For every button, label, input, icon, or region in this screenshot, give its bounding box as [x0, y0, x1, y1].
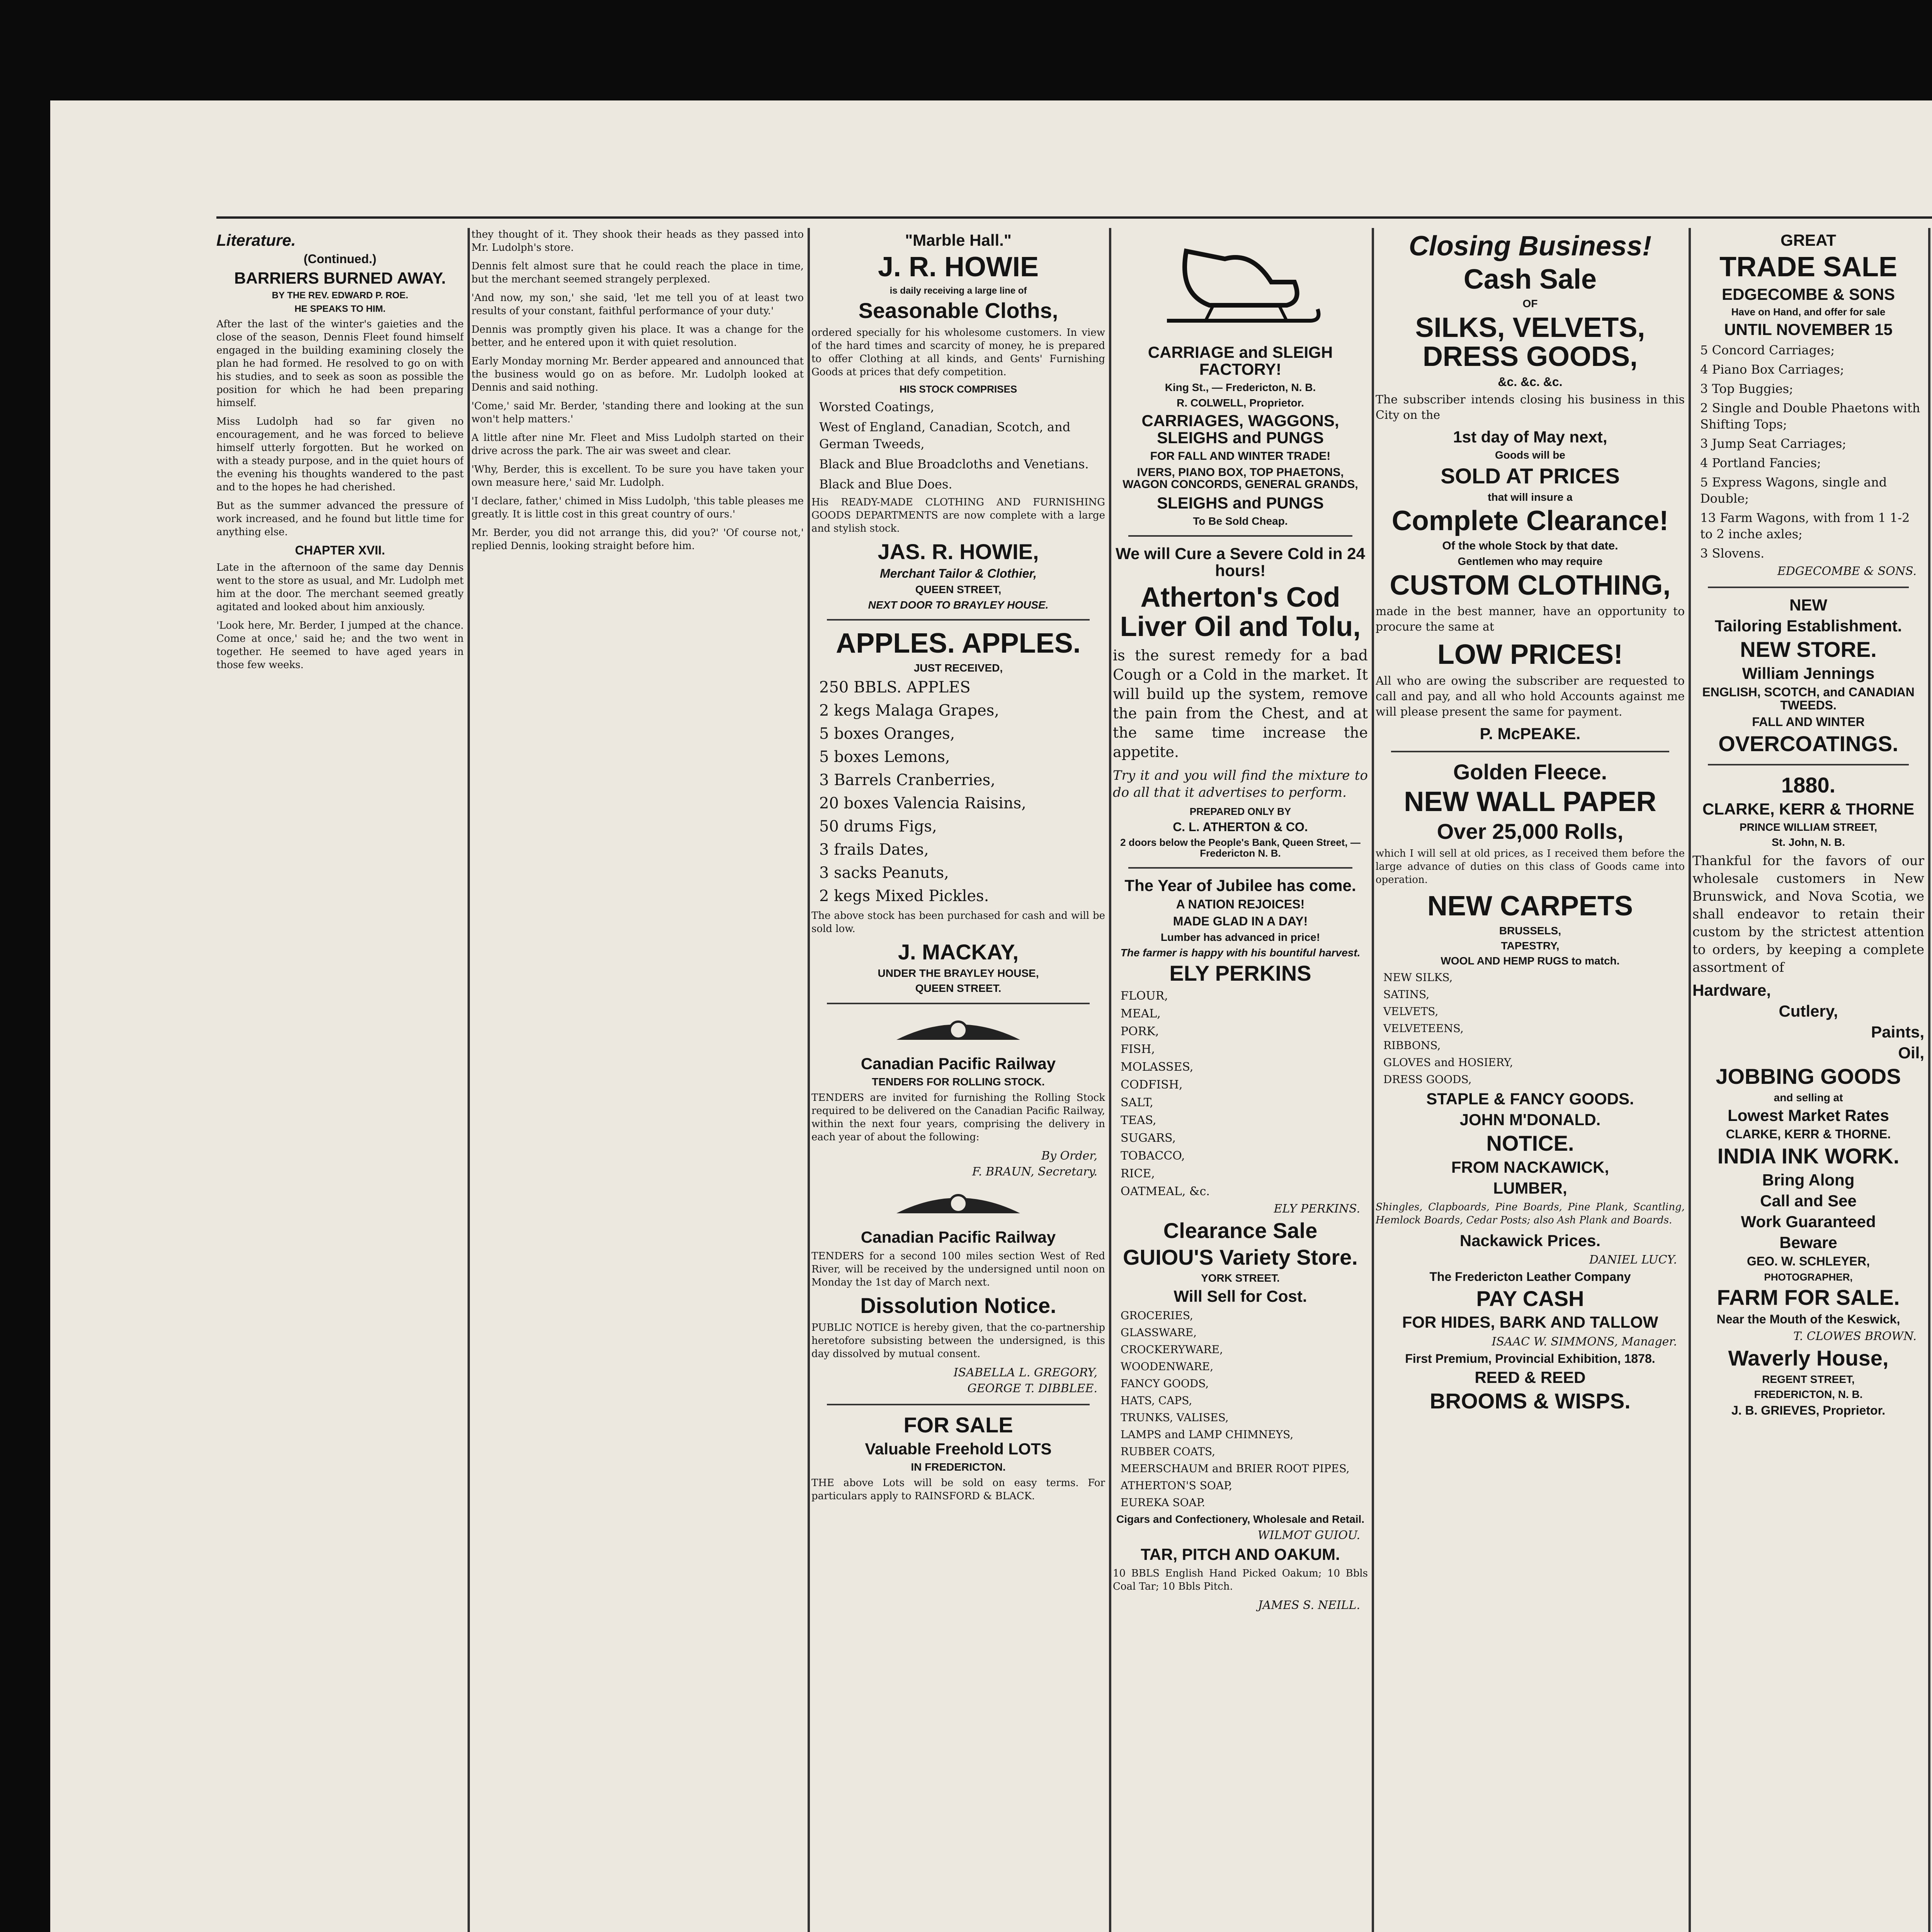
ad-waverly-city: FREDERICTON, N. B. [1754, 1388, 1863, 1401]
ad-guiou-street: YORK STREET. [1201, 1272, 1280, 1284]
ad-ely-item: RICE, [1121, 1167, 1155, 1180]
ad-apples-item: 3 frails Dates, [819, 841, 929, 859]
column-rule [808, 228, 810, 1932]
ad-silks-item: VELVETEENS, [1383, 1022, 1464, 1035]
ad-golden-head: Golden Fleece. [1453, 759, 1607, 784]
ad-silks-item: GLOVES and HOSIERY, [1383, 1056, 1513, 1069]
ad-sold-head: SOLD AT PRICES [1440, 463, 1620, 488]
ad-guiou-item: MEERSCHAUM and BRIER ROOT PIPES, [1121, 1462, 1350, 1475]
story-paragraph: Dennis was promptly given his place. It was a change for the better, and he entered upon it with quiet resolution. [471, 324, 804, 349]
ad-bring-head: Bring Along [1762, 1170, 1855, 1189]
ad-hardware-item: Hardware, [1692, 981, 1771, 999]
ad-clarke-city: St. John, N. B. [1772, 836, 1845, 849]
ad-clarke-head: CLARKE, KERR & THORNE [1702, 799, 1915, 818]
ad-hardware-item: Paints, [1871, 1022, 1924, 1041]
ad-year-head: 1880. [1781, 772, 1836, 797]
sleigh-icon [1155, 236, 1325, 336]
ad-waverly-street: REGENT STREET, [1762, 1373, 1855, 1385]
ad-trade-item: 3 Jump Seat Carriages; [1700, 436, 1847, 451]
ad-new-head: NEW [1789, 596, 1827, 614]
ad-mcpeake: P. McPEAKE. [1480, 724, 1581, 743]
ad-dissolution-body: PUBLIC NOTICE is hereby given, that the co-partnership heretofore subsisting between the undersigned, is this day dissolved by mutual consent. [811, 1322, 1105, 1360]
ad-rolls-head: Over 25,000 Rolls, [1437, 819, 1624, 844]
ad-apples-item: 3 Barrels Cranberries, [819, 771, 995, 789]
ad-cpr-body: TENDERS are invited for furnishing the Rolling Stock required to be delivered on the Canadian Pacific Railway, within the next four years, comprising the delivery in each year of about the following: [811, 1092, 1105, 1143]
ad-sleigh-loc: King St., — Fredericton, N. B. [1165, 381, 1316, 394]
ad-ely-item: TEAS, [1121, 1113, 1156, 1127]
ad-howie-sign: JAS. R. HOWIE, [878, 539, 1039, 564]
ad-carpets-item: TAPESTRY, [1501, 939, 1560, 952]
column-ads-howie [811, 228, 1105, 1508]
ad-carriages-sleighs: SLEIGHS and PUNGS [1157, 493, 1324, 512]
ad-custom-head: CUSTOM CLOTHING, [1389, 570, 1671, 601]
ad-guiou-item: CROCKERYWARE, [1121, 1343, 1223, 1356]
ad-trade-item: 13 Farm Wagons, with from 1 1-2 to 2 inche axles; [1700, 510, 1910, 542]
ad-nackawick-head: FROM NACKAWICK, [1451, 1158, 1609, 1176]
ad-brown-sig: T. CLOWES BROWN. [1793, 1330, 1917, 1344]
ad-guiou-head: GUIOU'S Variety Store. [1123, 1245, 1358, 1269]
ad-silks-etc: &c. &c. &c. [1498, 374, 1563, 389]
ad-jubilee-farmer: The farmer is happy with his bountiful harvest. [1120, 946, 1361, 959]
ad-until-head: UNTIL NOVEMBER 15 [1724, 320, 1893, 339]
ad-farm-head: FARM FOR SALE. [1717, 1285, 1900, 1310]
ad-apples-item: 2 kegs Malaga Grapes, [819, 702, 999, 720]
ad-carriages-head: CARRIAGES, WAGGONS, SLEIGHS and PUNGS [1141, 411, 1339, 447]
ad-atherton-try: Try it and you will find the mixture to do all that it advertises to perform. [1113, 767, 1368, 800]
ad-divider [1128, 867, 1352, 869]
ad-apples-item: 5 boxes Oranges, [819, 725, 955, 743]
ad-divider [1708, 587, 1909, 588]
story-paragraph: Mr. Berder, you did not arrange this, did you?' 'Of course not,' replied Dennis, looking straight before him. [471, 527, 804, 552]
ad-lumber-head: LUMBER, [1493, 1179, 1567, 1197]
ad-dissolution-sig: GEORGE T. DIBBLEE. [967, 1382, 1097, 1396]
ad-ely-item: FLOUR, [1121, 989, 1168, 1003]
masthead-rule [216, 216, 1932, 219]
ad-guiou-item: LAMPS and LAMP CHIMNEYS, [1121, 1428, 1294, 1441]
ad-silks-item: RIBBONS, [1383, 1039, 1441, 1052]
ad-tar-body: 10 BBLS English Hand Picked Oakum; 10 Bbls Coal Tar; 10 Bbls Pitch. [1113, 1568, 1368, 1593]
ad-goods-will: Goods will be [1495, 449, 1565, 461]
ad-forsale-place: IN FREDERICTON. [911, 1461, 1006, 1473]
ad-guiou-sig: WILMOT GUIOU. [1257, 1529, 1360, 1543]
ad-cpr-order: By Order, [1041, 1149, 1097, 1163]
column-ads-closing [1376, 228, 1685, 1417]
ad-atherton-head: Atherton's Cod Liver Oil and Tolu, [1120, 582, 1361, 642]
ad-guiou-item: WOODENWARE, [1121, 1360, 1214, 1373]
ad-ely-item: FISH, [1121, 1042, 1155, 1056]
column-rule [1372, 228, 1374, 1932]
ad-trade-item: 4 Portland Fancies; [1700, 456, 1821, 471]
ad-mackay-loc: UNDER THE BRAYLEY HOUSE, [878, 967, 1039, 979]
ad-keswick-head: Near the Mouth of the Keswick, [1716, 1312, 1900, 1326]
ad-pay-head: PAY CASH [1476, 1286, 1584, 1311]
ad-jubilee-sub: A NATION REJOICES! [1176, 897, 1305, 912]
ad-sleigh-prop: R. COLWELL, Proprietor. [1177, 396, 1304, 409]
ad-cpr2-body: TENDERS for a second 100 miles section West of Red River, will be received by the undersigned until noon on Monday the 1st day of March next. [811, 1250, 1105, 1289]
ad-divider [1391, 751, 1669, 752]
ad-jubilee-made: MADE GLAD IN A DAY! [1173, 914, 1308, 928]
ad-clearance-body: Of the whole Stock by that date. [1442, 539, 1618, 552]
column-literature [216, 228, 464, 677]
ad-divider [827, 1404, 1090, 1405]
ad-cure-head: We will Cure a Severe Cold in 24 hours! [1116, 544, 1365, 580]
ad-clearance-head: Clearance Sale [1163, 1218, 1318, 1243]
ad-edgecombe-head: EDGECOMBE & SONS [1721, 285, 1895, 303]
ad-howie-body: ordered specially for his wholesome customers. In view of the hard times and scarcity of money, he is prepared to offer Clothing at all kinds, and Gents' Furnishing Goods at prices that defy competition. [811, 327, 1105, 378]
ad-prices-head: Nackawick Prices. [1459, 1231, 1601, 1250]
ad-guiou-item: EUREKA SOAP. [1121, 1496, 1205, 1509]
ad-mackay-name: J. MACKAY, [898, 940, 1019, 964]
ad-ely-head: ELY PERKINS [1169, 961, 1311, 986]
story-paragraph: A little after nine Mr. Fleet and Miss Ludolph started on their drive across the park. The air was sweet and clear. [471, 432, 804, 457]
ad-ely-item: OATMEAL, &c. [1121, 1184, 1210, 1198]
ad-divider [827, 1003, 1090, 1004]
story-paragraph: 'Come,' said Mr. Berder, 'standing there and looking at the sun won't help matters.' [471, 400, 804, 425]
ad-apples-item: 20 boxes Valencia Raisins, [819, 794, 1026, 813]
column-rule [1689, 228, 1691, 1932]
ad-clarke-sig: CLARKE, KERR & THORNE. [1726, 1127, 1891, 1141]
ad-gentlemen: Gentlemen who may require [1458, 555, 1603, 568]
ad-trade-head: TRADE SALE [1719, 252, 1898, 283]
ad-simmons-sig: ISAAC W. SIMMONS, Manager. [1492, 1335, 1677, 1349]
ad-apples-head: APPLES. APPLES. [836, 628, 1081, 659]
ad-howie-item: Black and Blue Does. [819, 476, 952, 492]
ad-silks-item: VELVETS, [1383, 1005, 1439, 1018]
ad-staple-head: STAPLE & FANCY GOODS. [1426, 1089, 1634, 1108]
ad-jobbing-head: JOBBING GOODS [1716, 1064, 1901, 1088]
ad-atherton-body: is the surest remedy for a bad Cough or a Cold in the market. It will build up the system, remove the pain from the Chest, and at the same time increase the appetite. [1113, 646, 1368, 760]
ad-great-head: GREAT [1781, 231, 1836, 249]
ad-trade-item: 2 Single and Double Phaetons with Shifting Tops; [1700, 401, 1920, 432]
ad-howie-ready: His READY-MADE CLOTHING AND FURNISHING GOODS DEPARTMENTS are now complete with a large and stylish stock. [811, 496, 1105, 534]
ad-clearance-head: Complete Clearance! [1391, 505, 1669, 537]
story-paragraph: Late in the afternoon of the same day Dennis went to the store as usual, and Mr. Ludolph met him at the door. The merchant seemed greatly agitated and looked about him anxiously. [216, 561, 464, 613]
ad-forsale-head: FOR SALE [903, 1413, 1013, 1437]
ad-cash-head: Cash Sale [1463, 264, 1597, 295]
ad-silks-head: SILKS, VELVETS, DRESS GOODS, [1415, 312, 1645, 372]
ad-carriages-sold: To Be Sold Cheap. [1193, 515, 1288, 527]
ad-tailoring-head: Tailoring Establishment. [1714, 617, 1902, 635]
story-paragraph: they thought of it. They shook their heads as they passed into Mr. Ludolph's store. [471, 229, 804, 253]
ad-carriages-items: IVERS, PIANO BOX, TOP PHAETONS, WAGON CONCORDS, GENERAL GRANDS, [1122, 466, 1358, 491]
ad-may-head: 1st day of May next, [1453, 428, 1607, 446]
ad-guiou-item: ATHERTON'S SOAP, [1121, 1479, 1233, 1492]
ad-carriages-note: FOR FALL AND WINTER TRADE! [1150, 450, 1331, 463]
ad-rolls-body: which I will sell at old prices, as I received them before the large advance of duties on this class of Goods came into operation. [1376, 847, 1685, 886]
ad-dissolution-head: Dissolution Notice. [860, 1293, 1056, 1318]
ad-trade-sig: EDGECOMBE & SONS. [1777, 565, 1917, 578]
ad-apples-item: 5 boxes Lemons, [819, 748, 950, 766]
ad-apples-note: The above stock has been purchased for cash and will be sold low. [811, 910, 1105, 935]
newspaper-page [50, 100, 1932, 1932]
ad-howie-title: J. R. HOWIE [878, 252, 1039, 283]
ad-trade-item: 4 Piano Box Carriages; [1700, 362, 1844, 377]
ad-hardware-item: Cutlery, [1779, 1002, 1838, 1020]
ad-exhibition-head: First Premium, Provincial Exhibition, 1878. [1405, 1351, 1655, 1366]
ad-guiou-item: FANCY GOODS, [1121, 1377, 1209, 1390]
ad-ely-item: SALT, [1121, 1095, 1153, 1109]
ad-cpr2-head: Canadian Pacific Railway [861, 1228, 1056, 1247]
ad-owing: All who are owing the subscriber are requested to call and pay, and all who hold Accounts against me will please present the same for payment. [1376, 674, 1685, 719]
story-title: BARRIERS BURNED AWAY. [234, 269, 446, 287]
ad-brooms-head: BROOMS & WISPS. [1430, 1389, 1631, 1413]
ad-apples-item: 3 sacks Peanuts, [819, 864, 949, 882]
ad-cpr-sig: F. BRAUN, Secretary. [972, 1165, 1097, 1179]
column-rule [468, 228, 470, 1932]
ad-lowest-head: Lowest Market Rates [1728, 1106, 1889, 1125]
column-rule [1109, 228, 1111, 1932]
ad-cpr-sub: TENDERS FOR ROLLING STOCK. [872, 1075, 1045, 1088]
story-paragraph: After the last of the winter's gaieties and the close of the season, Dennis Fleet found himself engaged in the building examining closely the plan he had formed. He resolved to go on with his studies, and to seek as soon as possible the position for which he had been preparing himself. [216, 318, 464, 409]
ad-howie-item: Worsted Coatings, [819, 399, 934, 414]
ad-mcdonald: JOHN M'DONALD. [1459, 1110, 1601, 1129]
crest-icon [881, 1186, 1036, 1221]
ad-guaranteed-head: Work Guaranteed [1741, 1212, 1876, 1231]
ad-ely-item: SUGARS, [1121, 1131, 1176, 1145]
story-paragraph: But as the summer advanced the pressure of work increased, and he found but little time for anything else. [216, 500, 464, 538]
ad-guiou-cigars: Cigars and Confectionery, Wholesale and Retail. [1116, 1513, 1365, 1525]
crest-icon [881, 1013, 1036, 1048]
ad-hardware-item: Oil, [1898, 1043, 1924, 1062]
ad-lucy-sig: DANIEL LUCY. [1589, 1253, 1677, 1267]
ad-notice-head: NOTICE. [1486, 1131, 1574, 1155]
ad-custom-body: made in the best manner, have an opportunity to procure the same at [1376, 605, 1685, 634]
ad-guiou-item: GLASSWARE, [1121, 1326, 1197, 1339]
ad-wallpaper-head: NEW WALL PAPER [1404, 786, 1656, 817]
ad-howie-stock: HIS STOCK COMPRISES [899, 383, 1017, 395]
ad-overcoatings-head: OVERCOATINGS. [1718, 731, 1898, 756]
story-paragraph: 'I declare, father,' chimed in Miss Ludolph, 'this table pleases me greatly. It is little cost in this great country of ours.' [471, 495, 804, 520]
story-paragraph: 'Look here, Mr. Berder, I jumped at the chance. Come at once,' said he; and the two went in together. He seemed to have aged years in those few weeks. [216, 619, 464, 671]
chapter-heading: CHAPTER XVII. [295, 543, 385, 558]
ad-silks-item: NEW SILKS, [1383, 971, 1453, 984]
story-paragraph: 'Why, Berder, this is excellent. To be sure you have taken your own measure here,' said Mr. Ludolph. [471, 464, 804, 488]
ad-ely-item: TOBACCO, [1121, 1149, 1185, 1163]
ad-silks-item: SATINS, [1383, 988, 1430, 1001]
ad-newstore-head: NEW STORE. [1740, 637, 1877, 662]
ad-guiou-item: RUBBER COATS, [1121, 1445, 1216, 1458]
ad-divider [827, 619, 1090, 621]
ad-jennings-head: William Jennings [1742, 664, 1875, 683]
ad-mackay-street: QUEEN STREET. [915, 982, 1002, 995]
ad-beware-head: Beware [1779, 1233, 1837, 1252]
ad-tar-sig: JAMES S. NEILL. [1258, 1599, 1360, 1612]
ad-atherton-loc: 2 doors below the People's Bank, Queen Street, — Fredericton N. B. [1120, 837, 1361, 859]
ad-howie-item: West of England, Canadian, Scotch, and German Tweeds, [819, 419, 1071, 451]
ad-ely-item: MEAL, [1121, 1007, 1161, 1020]
chapter-subtitle: HE SPEAKS TO HIM. [294, 303, 386, 314]
ad-atherton-by: PREPARED ONLY BY [1189, 805, 1291, 817]
ad-howie-street: QUEEN STREET, [915, 583, 1002, 596]
ad-guiou-item: TRUNKS, VALISES, [1121, 1411, 1229, 1424]
ad-carpets-item: BRUSSELS, [1499, 924, 1561, 937]
ad-cpr-head: Canadian Pacific Railway [861, 1054, 1056, 1073]
column-ads-trade [1692, 228, 1924, 1421]
ad-howie-head: Seasonable Cloths, [858, 298, 1058, 323]
ad-carpets-head: NEW CARPETS [1427, 890, 1633, 922]
ad-leather-head: The Fredericton Leather Company [1429, 1270, 1631, 1284]
ad-silks-item: DRESS GOODS, [1383, 1073, 1472, 1086]
story-paragraph: Miss Ludolph had so far given no encouragement, and he was forced to believe himself utterly forgotten. But he worked on with a steady purpose, and in the quiet hours of the evening his thoughts wandered to the past and to the hopes he had cherished. [216, 416, 464, 493]
ad-guiou-item: HATS, CAPS, [1121, 1394, 1192, 1407]
ad-dissolution-sig: ISABELLA L. GREGORY, [953, 1366, 1097, 1380]
ad-ely-item: CODFISH, [1121, 1078, 1183, 1092]
ad-clarke-street: PRINCE WILLIAM STREET, [1739, 821, 1878, 833]
ad-guiou-sell: Will Sell for Cost. [1173, 1287, 1307, 1305]
ad-sold-ensure: that will insure a [1488, 491, 1573, 503]
ad-ely-item: MOLASSES, [1121, 1060, 1194, 1074]
column-ads-carriage [1113, 228, 1368, 1614]
ad-hides-head: FOR HIDES, BARK AND TALLOW [1402, 1313, 1658, 1332]
ad-clarke-body: Thankful for the favors of our wholesale customers in New Brunswick, and Nova Scotia, we shall endeavor to retain their custom by the strictest attention to orders, by keeping a complete assortment of [1692, 853, 1924, 975]
ad-howie-tag: is daily receiving a large line of [889, 285, 1027, 296]
ad-grieves-head: J. B. GRIEVES, Proprietor. [1731, 1403, 1886, 1417]
ad-ely-sig: ELY PERKINS. [1274, 1202, 1360, 1216]
ad-silks-body: The subscriber intends closing his business in this City on the [1376, 393, 1685, 422]
ad-howie-location: NEXT DOOR TO BRAYLEY HOUSE. [868, 599, 1049, 611]
section-title: Literature. [216, 231, 296, 249]
ad-closing-head: Closing Business! [1408, 231, 1652, 262]
ad-trade-item: 5 Concord Carriages; [1700, 343, 1835, 358]
story-paragraph: 'And now, my son,' she said, 'let me tell you of at least two results of your constant, faithful performance of your duty.' [471, 292, 804, 317]
story-author: BY THE REV. EDWARD P. ROE. [272, 290, 408, 301]
ad-call-head: Call and See [1760, 1191, 1857, 1210]
ad-marble-hall: "Marble Hall." [905, 231, 1012, 249]
ad-schleyer-head: GEO. W. SCHLEYER, [1747, 1254, 1870, 1268]
ad-guiou-item: GROCERIES, [1121, 1309, 1193, 1322]
ad-carpets-item: WOOL AND HEMP RUGS to match. [1440, 955, 1620, 967]
continued-note: (Continued.) [303, 252, 377, 266]
ad-forsale-body: THE above Lots will be sold on easy terms. For particulars apply to RAINSFORD & BLACK. [811, 1477, 1105, 1502]
ad-ely-item: PORK, [1121, 1024, 1159, 1038]
ad-lumber-items: Shingles, Clapboards, Pine Boards, Pine Plank, Scantling, Hemlock Boards, Cedar Posts; also Ash Plank and Boards. [1376, 1201, 1685, 1226]
ad-divider [1708, 764, 1909, 765]
ad-cash-of: OF [1522, 298, 1538, 310]
ad-apples-item: 250 BBLS. APPLES [819, 679, 971, 697]
story-paragraph: Early Monday morning Mr. Berder appeared and announced that the business would go on as before. Mr. Ludolph looked at Dennis and said nothing. [471, 355, 804, 393]
ad-waverly-head: Waverly House, [1728, 1346, 1889, 1371]
ad-trade-item: 5 Express Wagons, single and Double; [1700, 475, 1887, 506]
ad-jobbing-sub: and selling at [1774, 1091, 1843, 1104]
ad-jubilee-head: The Year of Jubilee has come. [1124, 876, 1356, 895]
ad-tweeds-head: ENGLISH, SCOTCH, and CANADIAN TWEEDS. [1702, 685, 1915, 712]
column-story-continued [471, 228, 804, 558]
ad-atherton-co: C. L. ATHERTON & CO. [1173, 820, 1308, 834]
ad-sleigh-head: CARRIAGE and SLEIGH FACTORY! [1148, 343, 1333, 379]
ad-schleyer-title: PHOTOGRAPHER, [1764, 1271, 1853, 1283]
ad-trade-item: 3 Top Buggies; [1700, 381, 1793, 396]
ad-india-head: INDIA INK WORK. [1717, 1143, 1900, 1168]
ad-low-head: LOW PRICES! [1437, 639, 1623, 670]
ad-apples-item: 50 drums Figs, [819, 818, 937, 836]
ad-jubilee-lumber: Lumber has advanced in price! [1160, 931, 1320, 944]
ad-forsale-title: Valuable Freehold LOTS [865, 1439, 1052, 1458]
ad-apples-item: 2 kegs Mixed Pickles. [819, 887, 989, 905]
ad-apples-recv: JUST RECEIVED, [913, 662, 1003, 674]
ad-fall-head: FALL AND WINTER [1752, 715, 1865, 729]
story-paragraph: Dennis felt almost sure that he could reach the place in time, but the merchant seemed strangely perplexed. [471, 260, 804, 285]
ad-howie-item: Black and Blue Broadcloths and Venetians. [819, 456, 1089, 471]
ad-divider [1128, 535, 1352, 537]
column-rule [1928, 228, 1930, 1932]
ad-hand-intro: Have on Hand, and offer for sale [1731, 306, 1886, 318]
ad-trade-item: 3 Slovens. [1700, 546, 1765, 561]
ad-howie-sign-title: Merchant Tailor & Clothier, [880, 566, 1037, 580]
ad-tar-head: TAR, PITCH AND OAKUM. [1141, 1545, 1340, 1564]
ad-reed-head: REED & REED [1475, 1368, 1586, 1387]
